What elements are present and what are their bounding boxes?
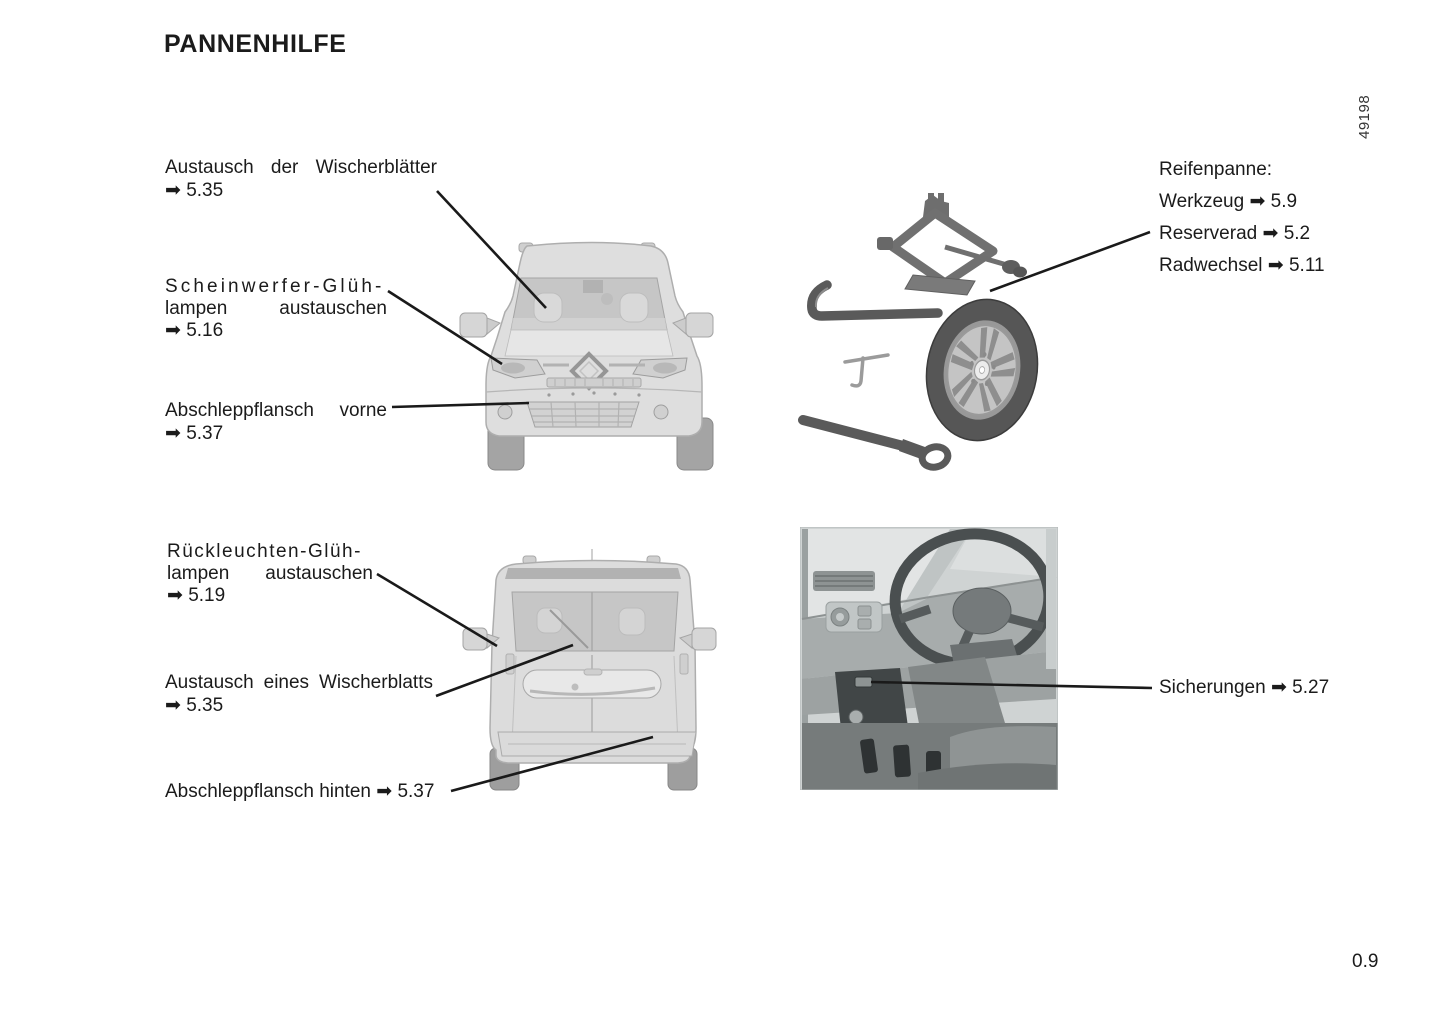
callout-wiper-front-ref: ➡ 5.35 — [165, 179, 224, 201]
tyre-failure-spare-wheel: Reserverad ➡ 5.2 — [1159, 223, 1311, 244]
vehicle-rear-view — [450, 548, 765, 808]
fuses-label: Sicherungen ➡ 5.27 — [1159, 677, 1330, 698]
callout-tyre-failure — [1159, 159, 1389, 287]
tyre-failure-tools: Werkzeug ➡ 5.9 — [1159, 191, 1298, 212]
left-door-mirror — [463, 628, 487, 650]
tools-illustration — [795, 185, 1125, 475]
callout-tow-front-label: Abschleppflansch vorne — [165, 400, 387, 421]
tyre-failure-wheel-change: Radwechsel ➡ 5.11 — [1159, 255, 1325, 276]
page-title: PANNENHILFE — [164, 30, 347, 58]
left-tail-lamp — [506, 654, 514, 674]
tyre-failure-heading: Reifenpanne: — [1159, 159, 1273, 180]
callout-rear-bulbs-ref: ➡ 5.19 — [167, 585, 226, 606]
right-door-mirror — [686, 313, 713, 337]
page-number: 0.9 — [1352, 951, 1379, 972]
callout-fuses — [1159, 677, 1389, 698]
callout-wiper-rear — [165, 672, 433, 716]
vehicle-front-view — [455, 238, 765, 483]
callout-wiper-front — [165, 157, 437, 201]
callout-tow-rear — [165, 781, 465, 803]
callout-wiper-front-label: Austausch der Wischerblätter — [165, 157, 437, 178]
callout-tow-front-ref: ➡ 5.37 — [165, 422, 224, 444]
callout-headlight-bulbs-ref: ➡ 5.16 — [165, 320, 224, 341]
scissor-jack-icon — [877, 193, 1027, 295]
callout-headlight-bulbs-line2: lampen austauschen — [165, 297, 387, 319]
right-fog-lamp — [654, 405, 668, 419]
towing-eye-icon — [803, 420, 950, 470]
fusebox-latch — [855, 677, 872, 687]
callout-headlight-bulbs-line1: Scheinwerfer-Glüh- — [165, 276, 385, 297]
right-door-mirror — [692, 628, 716, 650]
dashboard-photo — [800, 527, 1058, 790]
callout-wiper-rear-ref: ➡ 5.35 — [165, 694, 224, 716]
left-headrest — [534, 293, 562, 322]
vehicle-front-view-illustration — [455, 238, 765, 483]
right-tail-lamp — [680, 654, 688, 674]
callout-wiper-rear-label: Austausch eines Wischerblatts — [165, 672, 433, 693]
callout-tow-rear-label: Abschleppflansch hinten ➡ 5.37 — [165, 781, 435, 802]
callout-rear-bulbs-line2: lampen austauschen — [167, 562, 373, 584]
left-headrest — [537, 608, 562, 633]
callout-rear-bulbs — [167, 541, 373, 607]
callout-rear-bulbs-line1: Rückleuchten-Glüh- — [167, 541, 362, 562]
jack-handle-icon — [845, 355, 888, 386]
vehicle-rear-view-illustration — [450, 548, 765, 808]
right-headrest — [619, 608, 645, 635]
left-fog-lamp — [498, 405, 512, 419]
rearview-mirror — [583, 280, 603, 293]
jack-tools-and-spare-wheel — [795, 185, 1125, 475]
left-door-mirror — [460, 313, 487, 337]
callout-tow-front — [165, 400, 387, 444]
dashboard-fusebox-photo — [800, 527, 1058, 790]
right-headrest — [620, 293, 648, 322]
callout-headlight-bulbs — [165, 276, 387, 342]
photo-code: 49198 — [1356, 94, 1373, 139]
